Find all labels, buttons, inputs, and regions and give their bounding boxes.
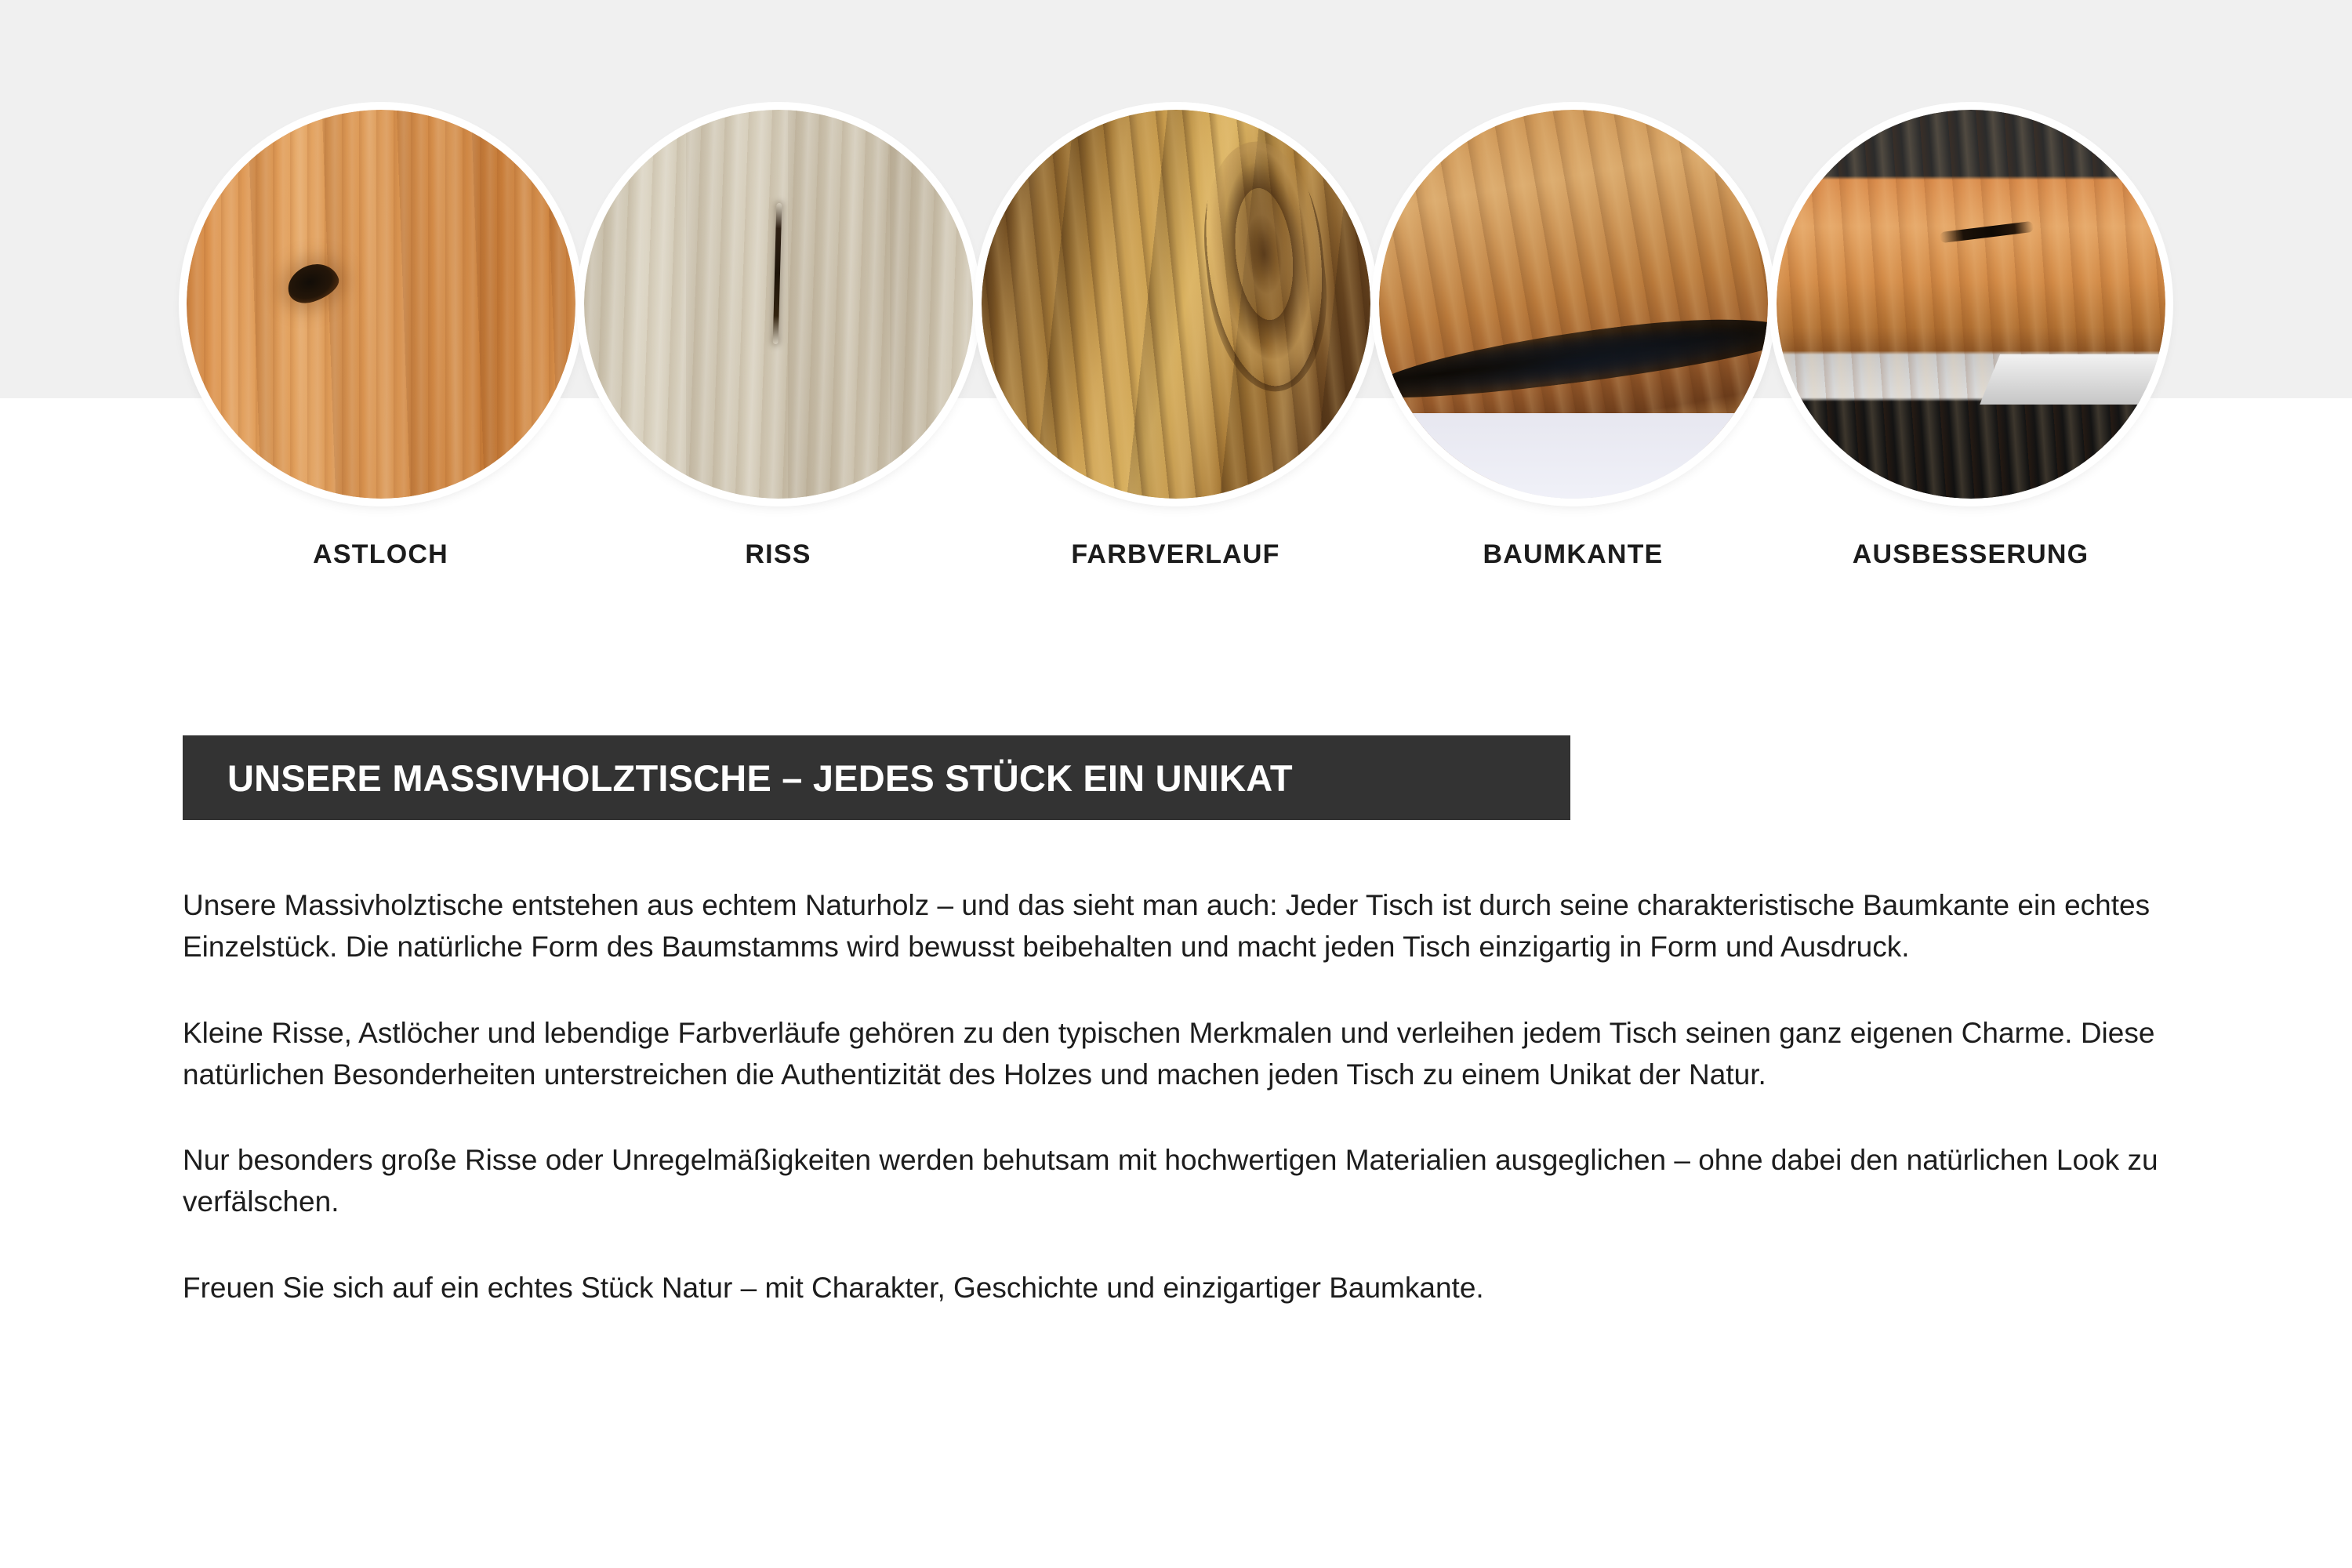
- wood-knot-icon: [187, 110, 575, 499]
- paragraph-4: Freuen Sie sich auf ein echtes Stück Natur – mit Charakter, Geschichte und einzigartiger Baumkante.: [183, 1271, 1484, 1304]
- feature-label-baumkante: BAUMKANTE: [1483, 539, 1664, 569]
- feature-image-baumkante: [1379, 110, 1768, 499]
- paragraph-1: Unsere Massivholztische entstehen aus echtem Naturholz – und das sieht man auch: Jeder Tisch ist durch seine charakteristische Baumkante ein echtes Einzelstück. Die natürliche Form des Baumstamms wird bewusst beibehalten und macht jeden Tisch einzigartig in Form und Ausdruck.: [183, 889, 2151, 964]
- table-corner-repair-icon: [1777, 110, 2165, 499]
- feature-image-astloch: [187, 110, 575, 499]
- feature-item-astloch: [182, 110, 579, 570]
- live-edge-icon: [1379, 110, 1768, 499]
- paragraph-3: Nur besonders große Risse oder Unregelmäßigkeiten werden behutsam mit hochwertigen Materialien ausgeglichen – ohne dabei den natürlichen Look zu verfälschen.: [183, 1144, 2158, 1218]
- paragraph-2: Kleine Risse, Astlöcher und lebendige Farbverläufe gehören zu den typischen Merkmalen und verleihen jedem Tisch seinen ganz eigenen Charme. Diese natürlichen Besonderheiten unterstreichen die Authentizität des Holzes und machen jeden Tisch zu einem Unikat der Natur.: [183, 1016, 2155, 1091]
- wood-crack-icon: [584, 110, 973, 499]
- feature-circles-row: [182, 110, 2170, 659]
- feature-item-riss: [579, 110, 977, 570]
- feature-item-ausbesserung: [1772, 110, 2169, 570]
- feature-label-ausbesserung: AUSBESSERUNG: [1852, 539, 2089, 569]
- wood-color-gradient-icon: [982, 110, 1370, 499]
- headline-text: UNSERE MASSIVHOLZTISCHE – JEDES STÜCK EIN UNIKAT: [227, 757, 1293, 799]
- feature-label-riss: RISS: [745, 539, 811, 569]
- feature-label-astloch: ASTLOCH: [313, 539, 448, 569]
- feature-label-farbverlauf: FARBVERLAUF: [1071, 539, 1280, 569]
- feature-image-farbverlauf: [982, 110, 1370, 499]
- feature-image-riss: [584, 110, 973, 499]
- body-copy: [183, 884, 2174, 1308]
- feature-item-baumkante: [1374, 110, 1772, 570]
- feature-image-ausbesserung: [1777, 110, 2165, 499]
- feature-item-farbverlauf: [977, 110, 1374, 570]
- headline-bar: [183, 735, 1570, 820]
